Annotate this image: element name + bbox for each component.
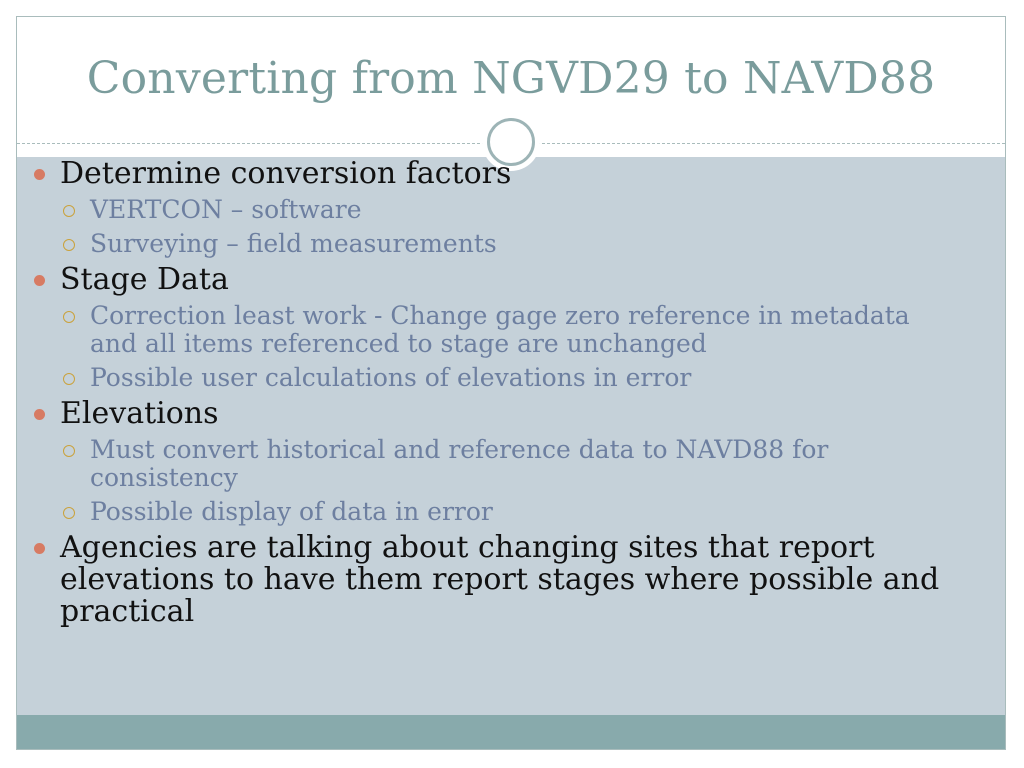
filled-circle-bullet-icon xyxy=(34,543,45,554)
bullet-item xyxy=(30,532,960,628)
bullet-text: Determine conversion factors xyxy=(60,156,512,191)
sub-bullet-item xyxy=(60,498,960,526)
bullet-text: Elevations xyxy=(60,396,219,431)
sub-bullet-text: Possible display of data in error xyxy=(90,497,493,526)
bullet-item xyxy=(30,158,960,258)
bullet-item xyxy=(30,398,960,526)
sub-bullet-text: Surveying – field measurements xyxy=(90,229,497,258)
hollow-circle-bullet-icon xyxy=(63,205,75,217)
slide-title: Converting from NGVD29 to NAVD88 xyxy=(86,53,936,104)
bullet-text: Stage Data xyxy=(60,262,229,297)
footer-bar xyxy=(17,715,1005,750)
sub-bullet-item xyxy=(60,230,960,258)
sub-bullet-list xyxy=(60,436,960,526)
bullet-list xyxy=(30,158,960,628)
bullet-item xyxy=(30,264,960,392)
sub-bullet-text: Correction least work - Change gage zero reference in metadata and all items referenced to stage are unchanged xyxy=(90,301,910,358)
hollow-circle-bullet-icon xyxy=(63,373,75,385)
sub-bullet-item xyxy=(60,364,960,392)
hollow-circle-bullet-icon xyxy=(63,239,75,251)
filled-circle-bullet-icon xyxy=(34,409,45,420)
bullet-text: Agencies are talking about changing sites that report elevations to have them report stages where possible and practical xyxy=(60,530,940,629)
filled-circle-bullet-icon xyxy=(34,169,45,180)
hollow-circle-bullet-icon xyxy=(63,507,75,519)
sub-bullet-item xyxy=(60,302,960,358)
filled-circle-bullet-icon xyxy=(34,275,45,286)
sub-bullet-text: Possible user calculations of elevations in error xyxy=(90,363,692,392)
sub-bullet-list xyxy=(60,302,960,392)
sub-bullet-text: VERTCON – software xyxy=(90,195,362,224)
sub-bullet-item xyxy=(60,196,960,224)
sub-bullet-text: Must convert historical and reference data to NAVD88 for consistency xyxy=(90,435,829,492)
sub-bullet-item xyxy=(60,436,960,492)
hollow-circle-bullet-icon xyxy=(63,311,75,323)
sub-bullet-list xyxy=(60,196,960,258)
hollow-circle-bullet-icon xyxy=(63,445,75,457)
